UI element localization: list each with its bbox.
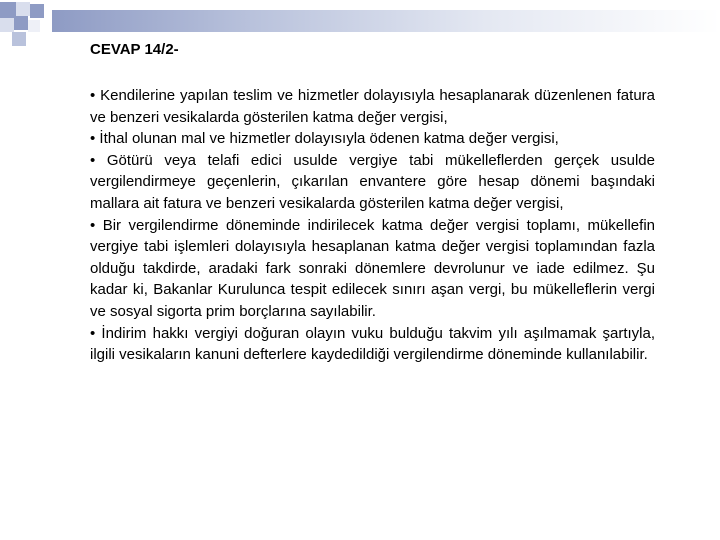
bullet-paragraph: • Bir vergilendirme döneminde indirilecek katma değer vergisi toplamı, mükellefin vergiye tabi işlemleri dolayısıyla hesaplanan katma değer vergisi toplamından fazla olduğu takdirde, aradaki fark sonraki dönemlere devrolunur ve iade edilmez. Şu kadar ki, Bakanlar Kurulunca tespit edilecek sınırı aşan vergi, bu mükelleflerin vergi ve sosyal sigorta prim borçlarına sayılabilir. [90,216,655,320]
bullet-paragraph: • Kendilerine yapılan teslim ve hizmetler dolayısıyla hesaplanarak düzenlenen fatura ve benzeri vesikalarda gösterilen katma değer vergisi, [90,87,655,126]
slide-content [90,40,655,366]
header-gradient-bar [52,10,720,32]
decorative-square [12,32,26,46]
bullet-paragraph: • Götürü veya telafi edici usulde vergiye tabi mükelleflerden gerçek usulde vergilendirmeye geçenlerin, çıkarılan envantere göre hesap dönemi başındaki mallara ait fatura ve benzeri vesikalarda gösterilen katma değer vergisi, [90,151,655,212]
bullet-paragraph: • İndirim hakkı vergiyi doğuran olayın vuku bulduğu takvim yılı aşılmamak şartıyla, ilgili vesikaların kanuni defterlere kaydedildiği vergilendirme döneminde kullanılabilir. [90,324,655,364]
decorative-square [0,18,14,32]
decorative-square [28,20,40,32]
slide-title: CEVAP 14/2- [90,41,179,58]
decorative-square [30,4,44,18]
bullet-paragraph: • İthal olunan mal ve hizmetler dolayısıyla ödenen katma değer vergisi, [90,130,559,148]
decorative-square [14,16,28,30]
decorative-square [16,2,30,16]
